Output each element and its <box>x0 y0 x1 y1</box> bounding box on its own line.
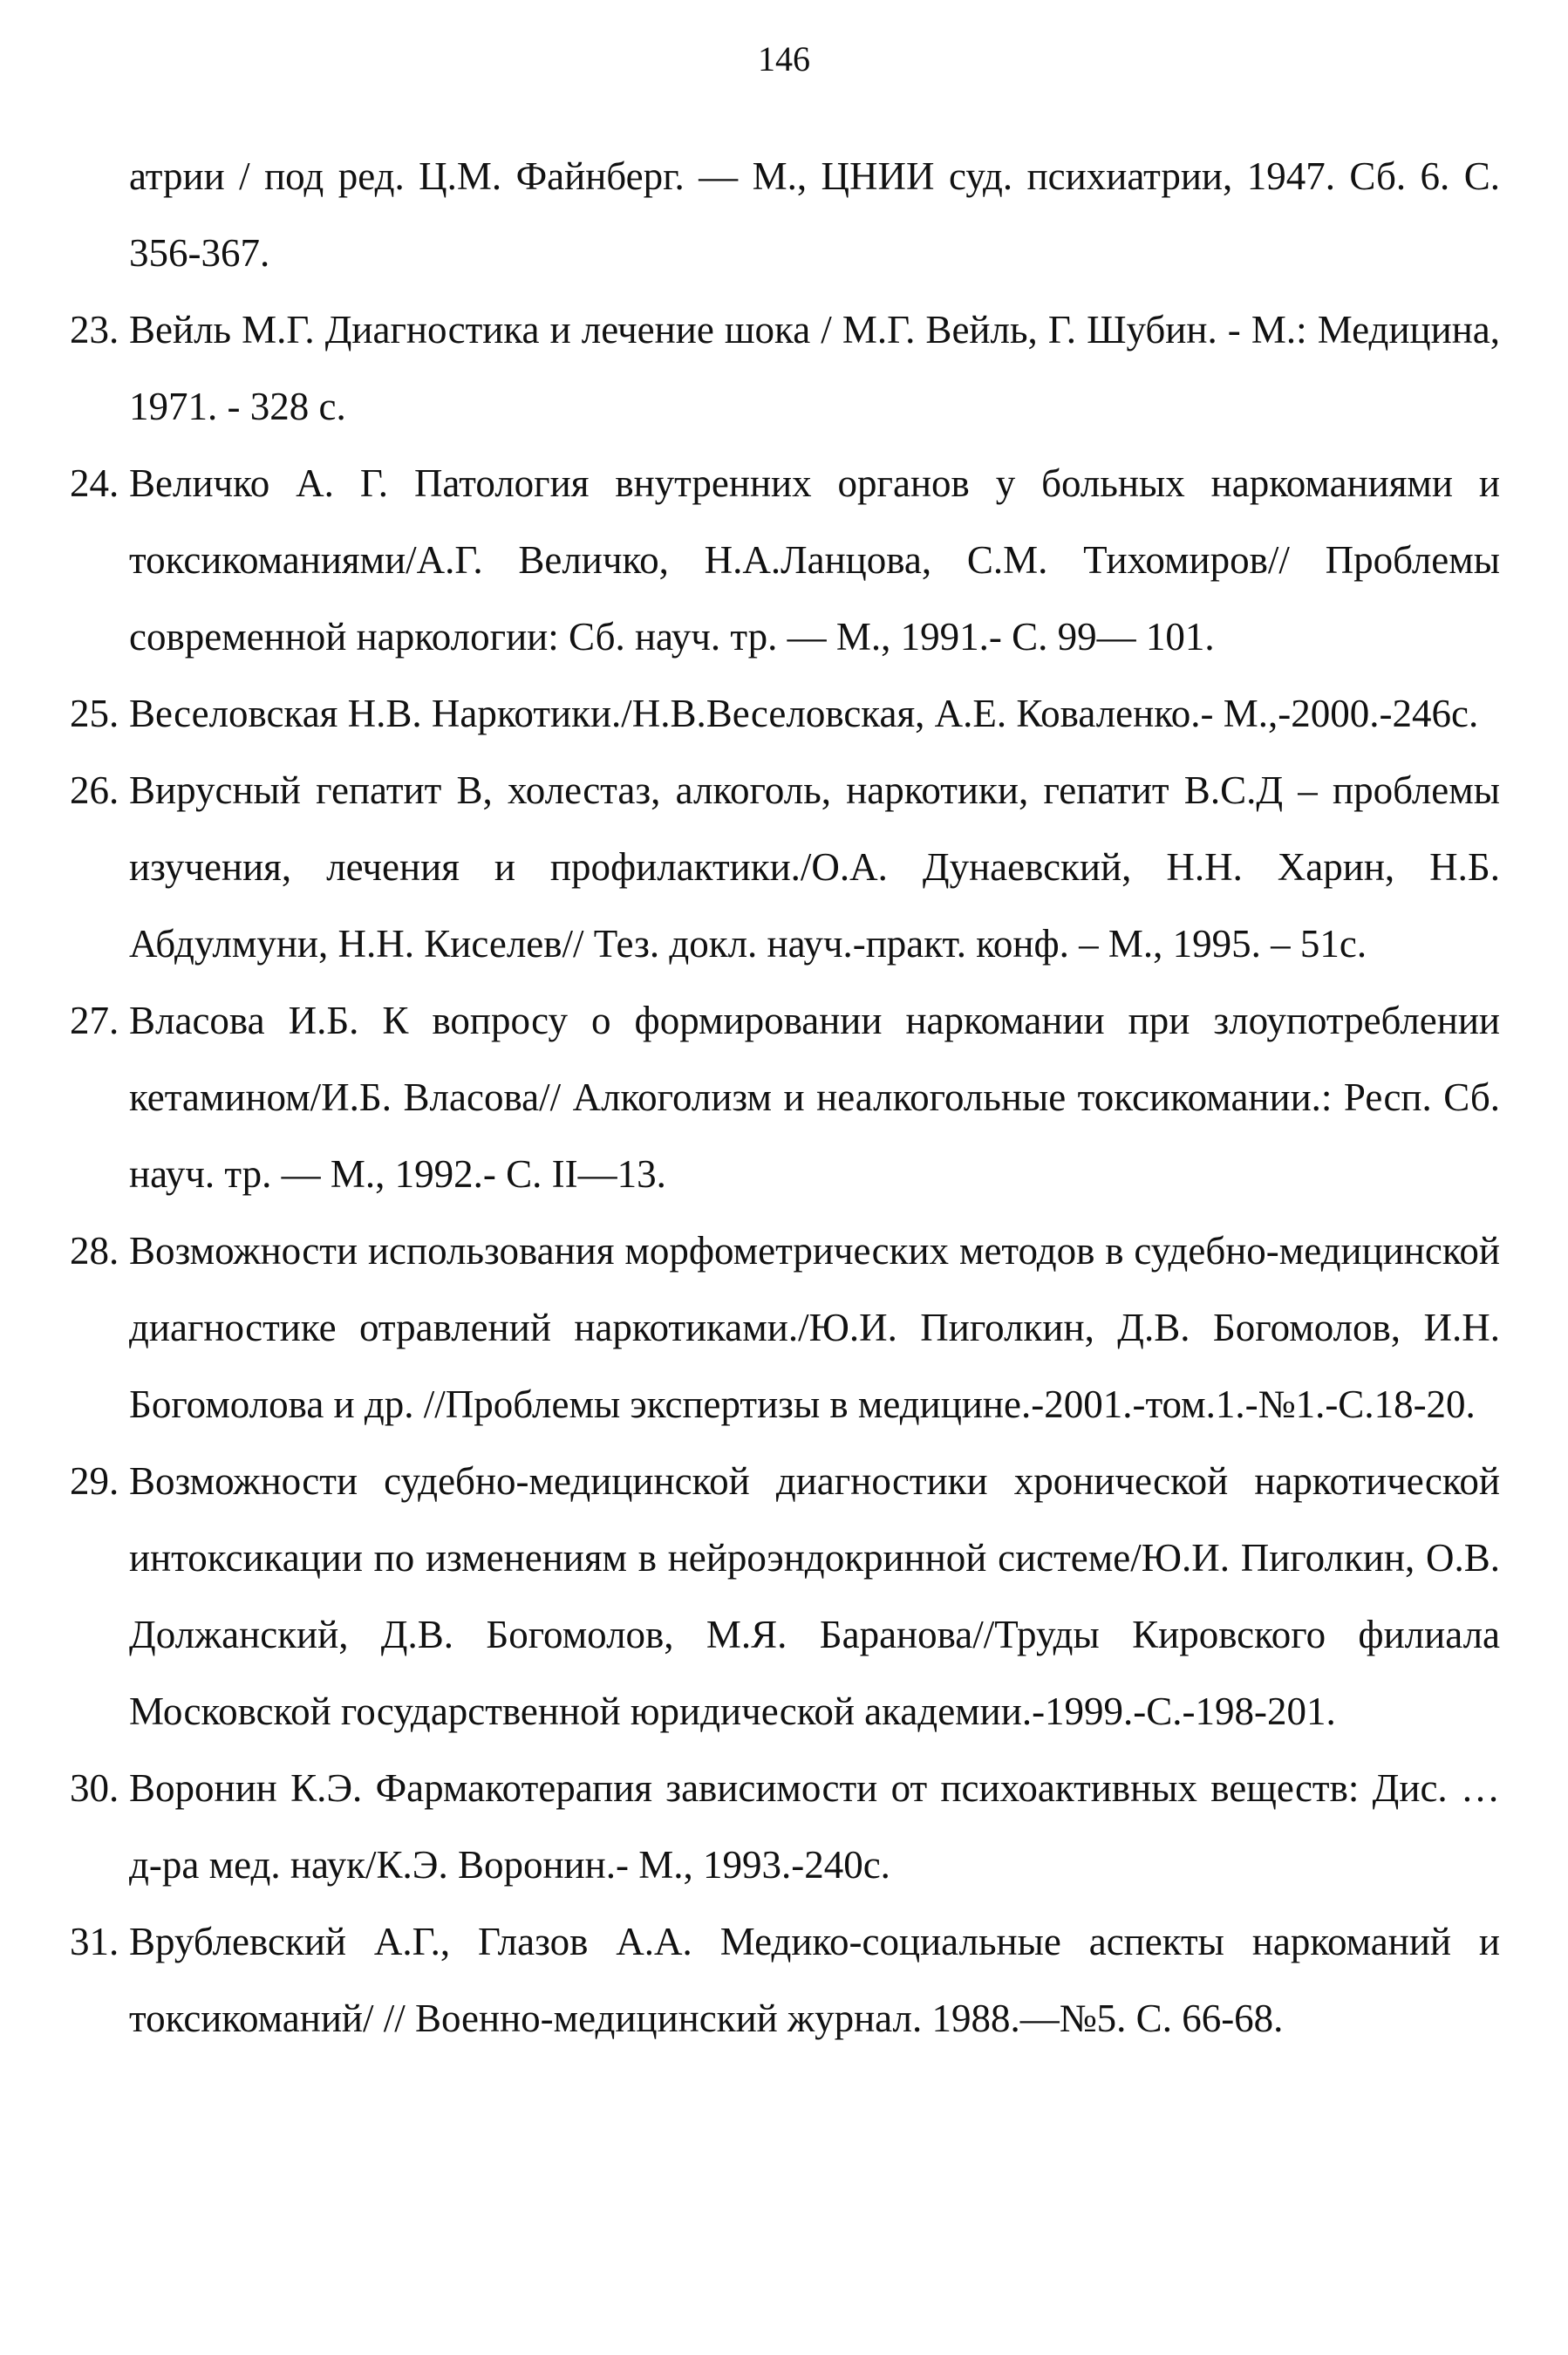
reference-item <box>70 1750 1500 1903</box>
reference-text: Воронин К.Э. Фармакотерапия зависимости от психоактивных веществ: Дис. …д-ра мед. наук/К.Э. Воронин.- М., 1993.-240с. <box>129 1766 1500 1887</box>
reference-number: 25. <box>70 692 119 735</box>
reference-number: 27. <box>70 999 119 1042</box>
reference-number: 29. <box>70 1459 119 1503</box>
reference-item <box>70 1903 1500 2057</box>
reference-item <box>70 1212 1500 1443</box>
reference-text: атрии / под ред. Ц.М. Файнберг. — М., ЦНИИ суд. психиатрии, 1947. Сб. 6. С. 356-367. <box>129 154 1500 275</box>
page-number: 146 <box>758 39 810 78</box>
reference-number: 28. <box>70 1229 119 1273</box>
reference-item <box>70 982 1500 1212</box>
reference-text: Возможности судебно-медицинской диагностики хронической наркотической интоксикации по изменениям в нейроэндокринной системе/Ю.И. Пиголкин, О.В. Должанский, Д.В. Богомолов, М.Я. Баранова//Труды Кировского филиала Московской государственной юридической академии.-1999.-С.-198-201. <box>129 1459 1500 1733</box>
reference-item <box>70 445 1500 675</box>
reference-item <box>70 752 1500 982</box>
reference-item <box>70 675 1500 752</box>
reference-text: Власова И.Б. К вопросу о формировании наркомании при злоупотреблении кетамином/И.Б. Власова// Алкоголизм и неалкогольные токсикомании.: Респ. Сб. науч. тр. — М., 1992.- С. II—13. <box>129 999 1500 1196</box>
reference-text: Веселовская Н.В. Наркотики./Н.В.Веселовская, А.Е. Коваленко.- М.,-2000.-246с. <box>129 692 1479 735</box>
reference-number: 31. <box>70 1920 119 1963</box>
reference-text: Вирусный гепатит В, холестаз, алкоголь, наркотики, гепатит В.С.Д – проблемы изучения, лечения и профилактики./О.А. Дунаевский, Н.Н. Харин, Н.Б. Абдулмуни, Н.Н. Киселев// Тез. докл. науч.-практ. конф. – М., 1995. – 51с. <box>129 768 1500 966</box>
reference-list <box>70 138 1500 2057</box>
reference-number: 24. <box>70 461 119 505</box>
reference-number: 30. <box>70 1766 119 1810</box>
reference-text: Возможности использования морфометрических методов в судебно-медицинской диагностике отравлений наркотиками./Ю.И. Пиголкин, Д.В. Богомолов, И.Н. Богомолова и др. //Проблемы экспертизы в медицине.-2001.-том.1.-№1.-С.18-20. <box>129 1229 1500 1426</box>
reference-item <box>70 1443 1500 1750</box>
reference-number: 26. <box>70 768 119 812</box>
reference-text: Вейль М.Г. Диагностика и лечение шока / М.Г. Вейль, Г. Шубин. - М.: Медицина, 1971. - 328 с. <box>129 308 1500 428</box>
reference-text: Величко А. Г. Патология внутренних органов у больных наркоманиями и токсикоманиями/А.Г. Величко, Н.А.Ланцова, С.М. Тихомиров// Проблемы современной наркологии: Сб. науч. тр. — М., 1991.- С. 99— 101. <box>129 461 1500 659</box>
reference-item <box>70 138 1500 291</box>
reference-number: 23. <box>70 308 119 352</box>
reference-text: Врублевский А.Г., Глазов А.А. Медико-социальные аспекты наркоманий и токсикоманий/ // Военно-медицинский журнал. 1988.—№5. С. 66-68. <box>129 1920 1500 2040</box>
reference-item <box>70 291 1500 445</box>
